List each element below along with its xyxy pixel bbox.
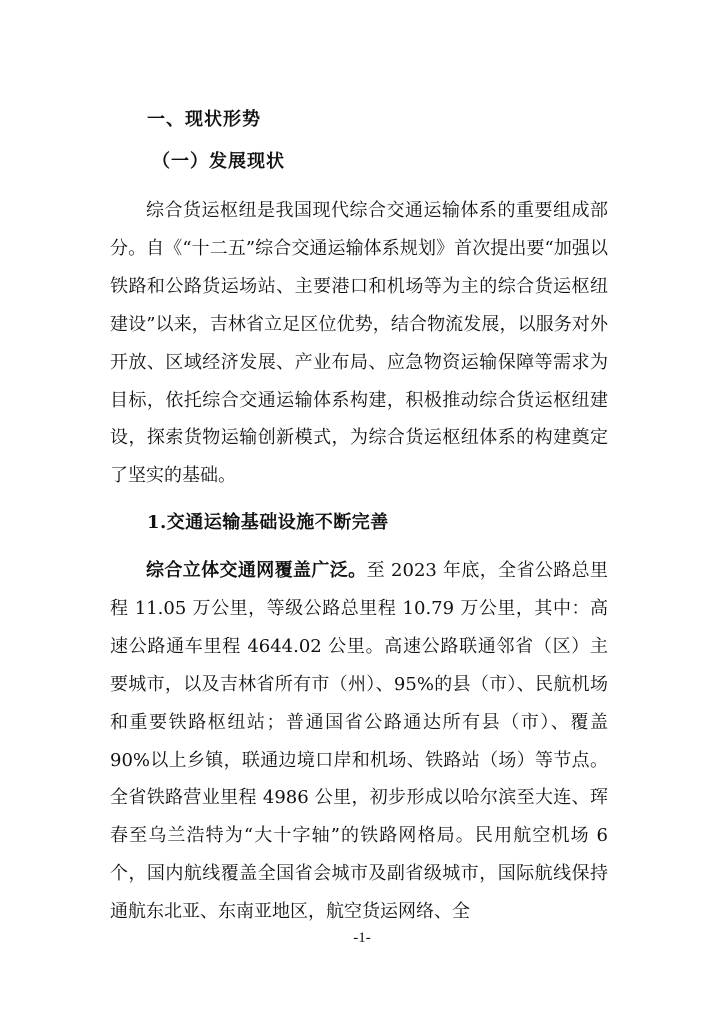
page-number: -1- [353, 930, 371, 946]
subsection-heading: （一）发展现状 [152, 151, 285, 172]
numbered-heading: 1.交通运输基础设施不断完善 [147, 512, 389, 533]
section-heading: 一、现状形势 [147, 109, 261, 130]
transport-network-paragraph [110, 552, 608, 931]
paragraph-lead-text: 综合立体交通网覆盖广泛。 [146, 560, 367, 581]
paragraph-body-text: 至 2023 年底，全省公路总里程 11.05 万公里，等级公路总里程 10.79 万公里，其中：高速公路通车里程 4644.02 公里。高速公路联通邻省（区）主要城市，以及吉林省所有市（州）、95%的县（市）、民航机场和重要铁路枢纽站；普通国省公路通达所有县（市）、覆盖 90%以上乡镇，联通边境口岸和机场、铁路站（场）等节点。全省铁路营业里程 4986 公里，初步形成以哈尔滨至大连、珲春至乌兰浩特为“大十字轴”的铁路网格局。民用航空机场 6 个，国内航线覆盖全国省会城市及副省级城市，国际航线保持通航东北亚、东南亚地区，航空货运网络、全 [110, 560, 608, 923]
intro-paragraph: 综合货运枢纽是我国现代综合交通运输体系的重要组成部分。自《“十二五”综合交通运输体系规划》首次提出要“加强以铁路和公路货运场站、主要港口和机场等为主的综合货运枢纽建设”以来，吉林省立足区位优势，结合物流发展，以服务对外开放、区域经济发展、产业布局、应急物资运输保障等需求为目标，依托综合交通运输体系构建，积极推动综合货运枢纽建设，探索货物运输创新模式，为综合货运枢纽体系的构建奠定了坚实的基础。 [110, 200, 608, 487]
